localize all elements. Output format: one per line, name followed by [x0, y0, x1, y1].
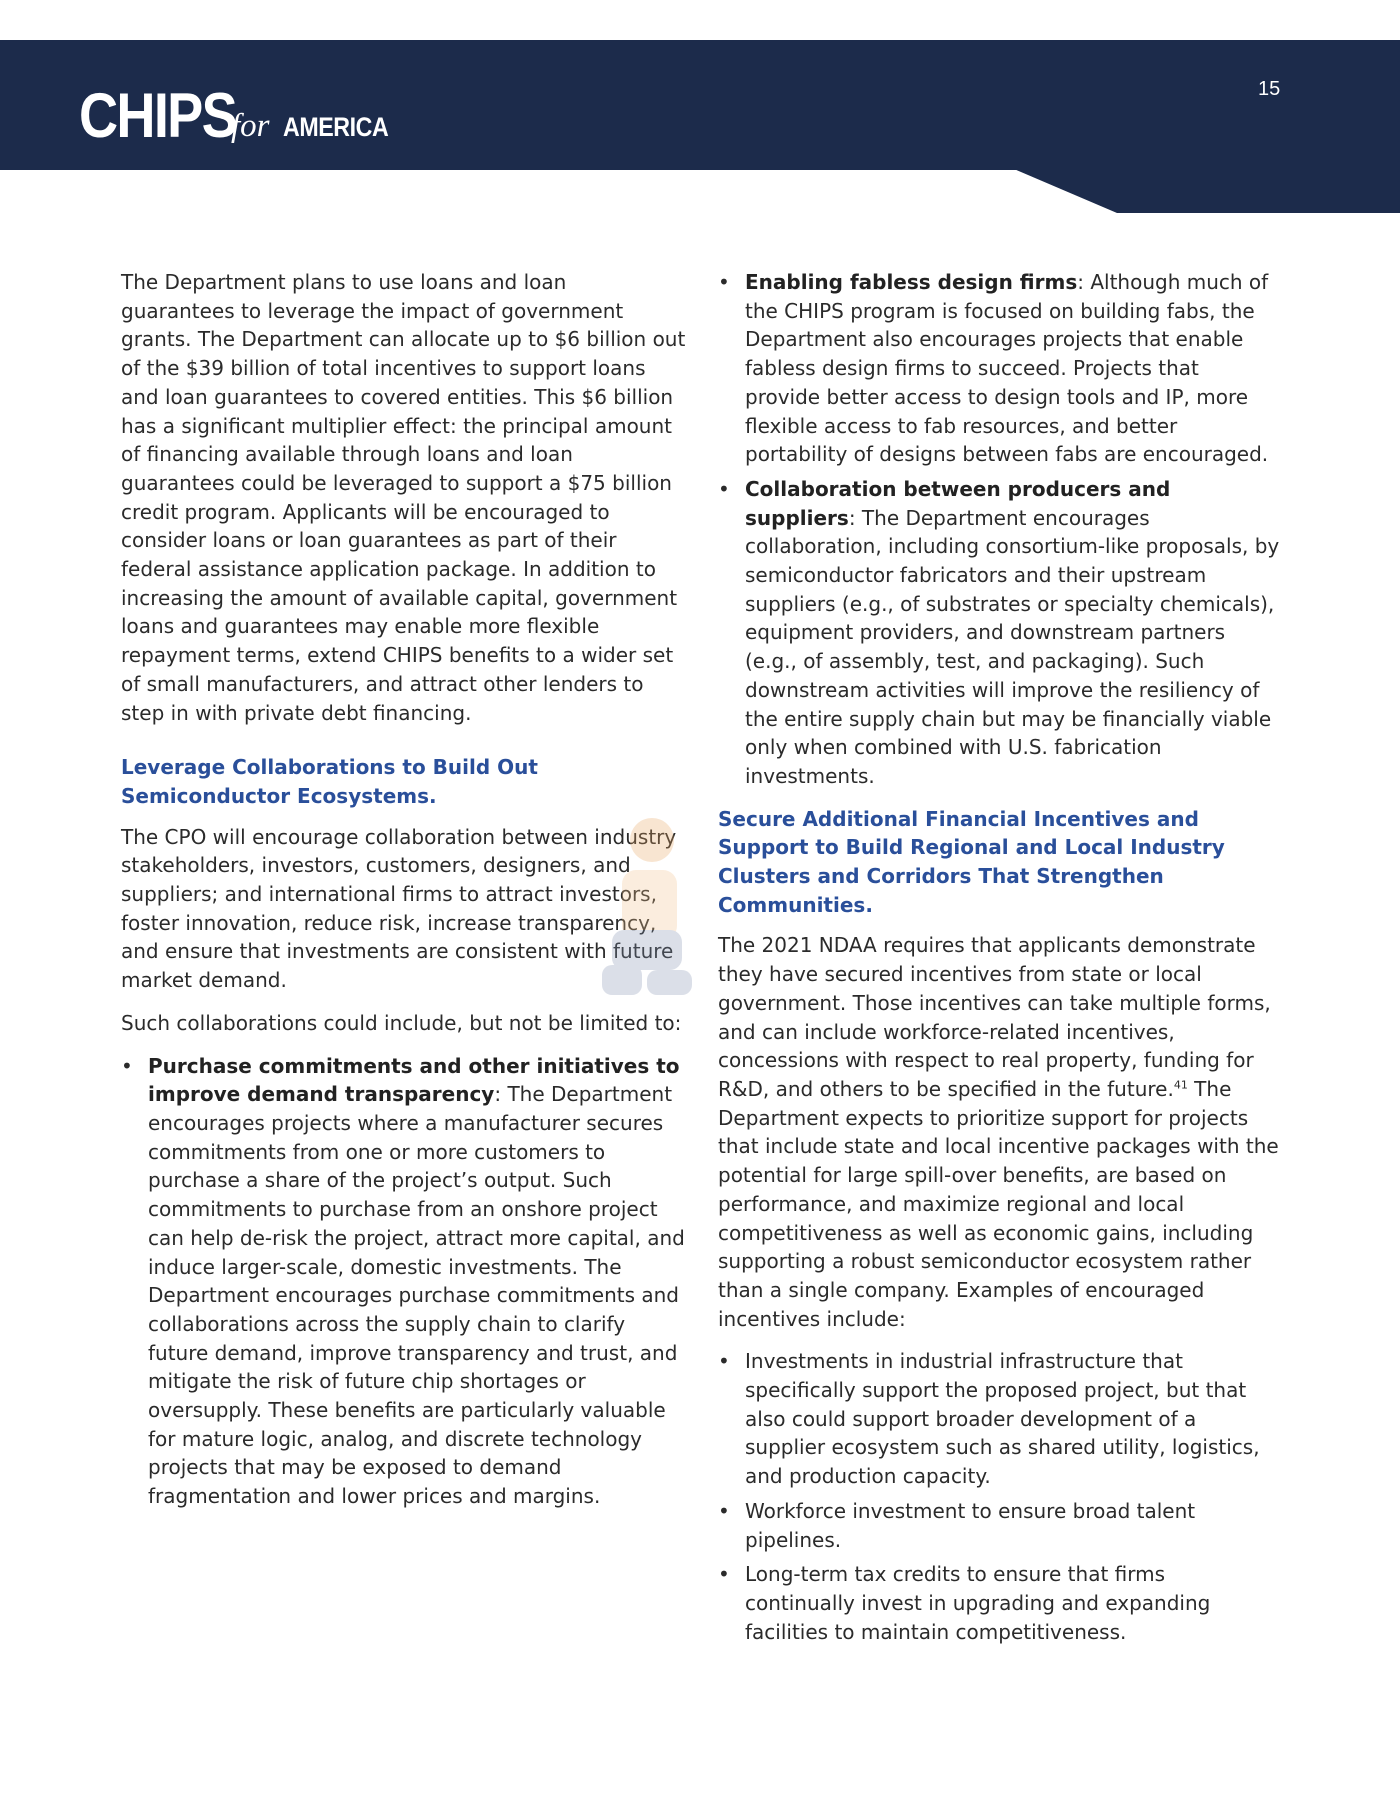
- footnote-reference: 41: [1173, 1078, 1188, 1092]
- right-column: [718, 268, 1280, 1660]
- bullet-title: Enabling fabless design firms: [745, 270, 1078, 294]
- header-tab-shape: [0, 169, 1400, 215]
- watermark-figure-icon: [592, 800, 702, 1020]
- incentive-text: Workforce investment to ensure broad talent pipelines.: [745, 1498, 1196, 1552]
- logo-for: for: [231, 108, 270, 144]
- bullet-icon: •: [718, 476, 730, 501]
- bullet-icon: •: [718, 1349, 730, 1374]
- ndaa-paragraph: [718, 931, 1280, 1333]
- loans-paragraph: The Department plans to use loans and loan guarantees to leverage the impact of government grants. The Department can allocate up to $6 billion out of the $39 billion of total incentives to support loans and loan guarantees to covered entities. This $6 billion has a significant multiplier effect: the principal amount of financing available through loans and loan guarantees could be leveraged to support a $75 billion credit program. Applicants will be encouraged to consider loans or loan guarantees as part of their federal assistance application package. In addition to increasing the amount of available capital, government loans and guarantees may enable more flexible repayment terms, extend CHIPS benefits to a wider set of small manufacturers, and attract other lenders to step in with private debt financing.: [121, 270, 686, 725]
- list-item: [718, 1347, 1280, 1491]
- bullet-icon: •: [718, 270, 730, 294]
- list-item: [718, 1560, 1280, 1646]
- ndaa-text-before: The 2021 NDAA requires that applicants demonstrate they have secured incentives from state or local government. Those incentives can take multiple forms, and can include workforce-related incentives, concessions with respect to real property, funding for R&D, and others to be specified in the future.: [718, 933, 1271, 1101]
- collaboration-bullet-list: [121, 1052, 686, 1511]
- bullet-icon: •: [718, 1562, 730, 1587]
- bullet-icon: •: [121, 1053, 133, 1078]
- incentives-bullet-list: [718, 1347, 1280, 1646]
- collaboration-bullet-list-continued: [718, 268, 1280, 791]
- logo-chips: CHIPS: [79, 81, 236, 151]
- list-item: [718, 1497, 1280, 1554]
- list-item: [121, 1052, 686, 1511]
- section-heading-incentives: Secure Additional Financial Incentives and Support to Build Regional and Local Industry Clusters and Corridors That Strengthen Communities.: [718, 806, 1225, 917]
- incentive-text: Long-term tax credits to ensure that firms continually invest in upgrading and expanding facilities to maintain competitiveness.: [745, 1562, 1211, 1644]
- bullet-text: : Although much of the CHIPS program is focused on building fabs, the Department also encourages projects that enable fabless design firms to succeed. Projects that provide better access to design tools and IP, more flexible access to fab resources, and better portability of designs between fabs are encouraged.: [745, 270, 1269, 467]
- bullet-text: : The Department encourages projects where a manufacturer secures commitments from one or more customers to purchase a share of the project’s output. Such commitments to purchase from an onshore project can help de-risk the project, attract more capital, and induce larger-scale, domestic investments. The Department encourages purchase commitments and collaborations across the supply chain to clarify future demand, improve transparency and trust, and mitigate the risk of future chip shortages or oversupply. These benefits are particularly valuable for mature logic, analog, and discrete technology projects that may be exposed to demand fragmentation and lower prices and margins.: [148, 1082, 685, 1509]
- ndaa-text-after: The Department expects to prioritize support for projects that include state and local incentive packages with the potential for large spill-over benefits, are based on performance, and maximize regional and local competitiveness as well as economic gains, including supporting a robust semiconductor ecosystem rather than a single company. Examples of encouraged incentives include:: [718, 1076, 1279, 1331]
- chips-for-america-logo: [79, 80, 389, 152]
- list-item: [718, 268, 1280, 469]
- list-item: [718, 475, 1280, 791]
- page-number: 15: [1258, 78, 1281, 100]
- section-heading-collaborations: Leverage Collaborations to Build Out Semiconductor Ecosystems.: [121, 755, 538, 808]
- collaboration-list-intro: Such collaborations could include, but not be limited to:: [121, 1010, 682, 1035]
- bullet-icon: •: [718, 1498, 730, 1523]
- bullet-title: Collaboration between producers and suppliers: [745, 476, 1171, 530]
- collaboration-paragraph: The CPO will encourage collaboration between industry stakeholders, investors, customers, designers, and suppliers; and international firms to attract investors, foster innovation, reduce risk, increase transparency, and ensure that investments are consistent with future market demand.: [121, 824, 677, 993]
- bullet-title: Purchase commitments and other initiatives to improve demand transparency: [148, 1053, 680, 1107]
- bullet-text: : The Department encourages collaboration, including consortium-like proposals, by semiconductor fabricators and their upstream suppliers (e.g., of substrates or specialty chemicals), equipment providers, and downstream partners (e.g., of assembly, test, and packaging). Such downstream activities will improve the resiliency of the entire supply chain but may be financially viable only when combined with U.S. fabrication investments.: [745, 505, 1280, 788]
- logo-america: AMERICA: [283, 112, 389, 142]
- incentive-text: Investments in industrial infrastructure that specifically support the proposed project, but that also could support broader development of a supplier ecosystem such as shared utility, logistics, and production capacity.: [745, 1349, 1260, 1489]
